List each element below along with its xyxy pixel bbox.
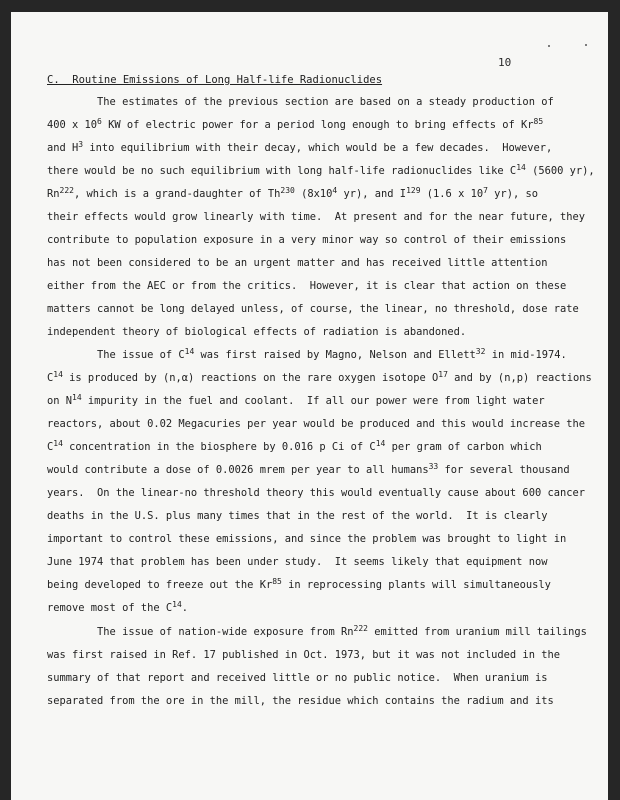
- superscript: 222: [353, 624, 368, 633]
- superscript: 14: [53, 370, 63, 379]
- superscript: 14: [53, 439, 63, 448]
- superscript: 230: [280, 186, 295, 195]
- text-line: reactors, about 0.02 Megacuries per year would be produced and this would increase the: [47, 418, 585, 430]
- text-line: matters cannot be long delayed unless, of course, the linear, no threshold, dose rate: [47, 303, 579, 315]
- scan-speck: [585, 44, 587, 46]
- text-line: summary of that report and received little or no public notice. When uranium is: [47, 672, 548, 684]
- text-line: The issue of $C^{14}$ was first raised by Magno, Nelson and Ellett$^{32}$ in mid-1974.: [47, 347, 567, 361]
- text-line: either from the AEC or from the critics. However, it is clear that action on these: [47, 280, 567, 292]
- text-line: would contribute a dose of 0.0026 mrem per year to all humans$^{33}$ for several thousand: [47, 462, 570, 476]
- superscript: 3: [78, 140, 84, 149]
- text-line: The estimates of the previous section are based on a steady production of: [47, 96, 554, 108]
- text-line: being developed to freeze out the Kr$^{85}$ in reprocessing plants will simultaneously: [47, 577, 551, 591]
- text-line: contribute to population exposure in a very minor way so control of their emissions: [47, 234, 567, 246]
- superscript: 14: [375, 439, 386, 448]
- superscript: 129: [406, 186, 421, 195]
- superscript: 14: [184, 347, 195, 356]
- text-line: independent theory of biological effects of radiation is abandoned.: [47, 326, 467, 338]
- superscript: 85: [533, 117, 544, 126]
- text-line: $C^{14}$ concentration in the biosphere by 0.016 p Ci of $C^{14}$ per gram of carbon which: [47, 439, 542, 453]
- text-line: has not been considered to be an urgent matter and has received little attention: [47, 257, 548, 269]
- text-line: deaths in the U.S. plus many times that in the rest of the world. It is clearly: [47, 510, 548, 522]
- superscript: 14: [72, 393, 82, 402]
- superscript: 17: [438, 370, 448, 379]
- scan-speck: [548, 45, 550, 47]
- superscript: 4: [332, 186, 338, 195]
- text-line: remove most of the $C^{14}$.: [47, 600, 189, 614]
- text-line: there would be no such equilibrium with long half-life radionuclides like $C^{14}$ (5600 yr),: [47, 163, 595, 177]
- text-line: Rn$^{222}$, which is a grand-daughter of Th$^{230}$ ($8x10^4$ yr), and $I^{129}$ (1.6 x $10^7$ yr), so: [47, 186, 538, 200]
- superscript: 6: [97, 117, 102, 126]
- text-line: and $H^3$ into equilibrium with their decay, which would be a few decades. However,: [47, 140, 553, 154]
- superscript: 7: [483, 186, 488, 195]
- section-heading: C. Routine Emissions of Long Half-life Radionuclides: [47, 74, 383, 86]
- superscript: 85: [272, 577, 282, 586]
- text-line: separated from the ore in the mill, the residue which contains the radium and its: [47, 695, 554, 707]
- text-line: their effects would grow linearly with time. At present and for the near future, they: [47, 211, 585, 223]
- superscript: 14: [516, 163, 526, 172]
- superscript: 33: [428, 462, 439, 471]
- text-line: important to control these emissions, and since the problem was brought to light in: [47, 533, 567, 545]
- text-line: on $N^{14}$ impurity in the fuel and coolant. If all our power were from light water: [47, 393, 545, 407]
- document-page: [11, 12, 608, 800]
- text-line: $C^{14}$ is produced by (n,α) reactions on the rare oxygen isotope $O^{17}$ and by (n,p) reactions: [47, 370, 592, 384]
- text-line: June 1974 that problem has been under study. It seems likely that equipment now: [47, 556, 548, 568]
- superscript: 32: [475, 347, 486, 356]
- superscript: 222: [59, 186, 74, 195]
- text-line: was first raised in Ref. 17 published in Oct. 1973, but it was not included in the: [47, 649, 560, 661]
- text-line: The issue of nation-wide exposure from Rn$^{222}$ emitted from uranium mill tailings: [47, 624, 587, 638]
- superscript: 14: [172, 600, 182, 609]
- text-line: 400 x $10^6$ KW of electric power for a period long enough to bring effects of Kr$^{85}$: [47, 117, 544, 131]
- text-line: years. On the linear-no threshold theory this would eventually cause about 600 cancer: [47, 487, 585, 499]
- page-number: 10: [498, 56, 512, 69]
